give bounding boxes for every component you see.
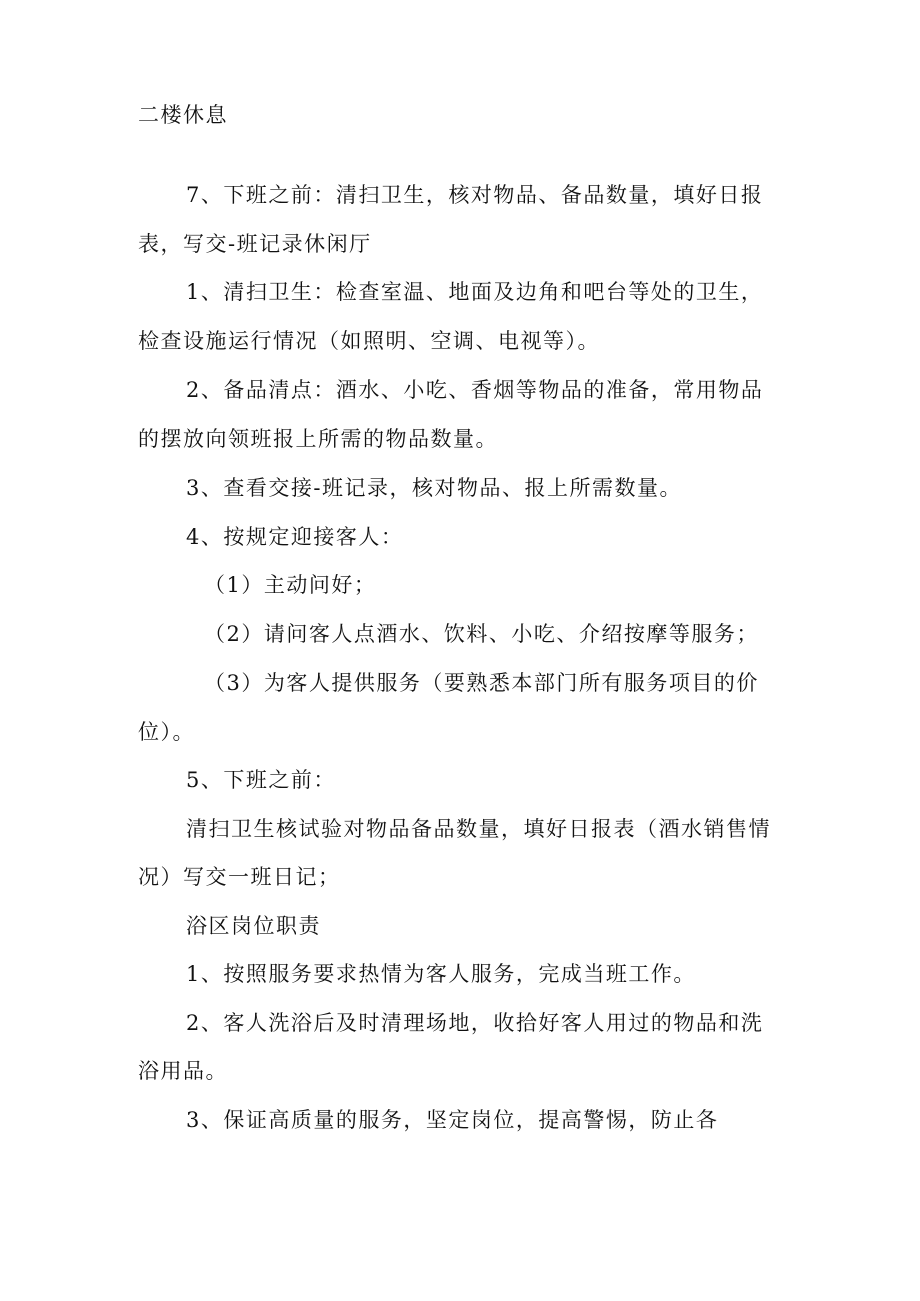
text-line: 7、下班之前：清扫卫生，核对物品、备品数量，填好日报 bbox=[186, 183, 764, 207]
text-line: 2、备品清点：酒水、小吃、香烟等物品的准备，常用物品 bbox=[186, 378, 764, 402]
text-line: 表，写交-班记录休闲厅 bbox=[138, 232, 372, 256]
text-line: 3、查看交接-班记录，核对物品、报上所需数量。 bbox=[186, 476, 682, 500]
text-line: 的摆放向领班报上所需的物品数量。 bbox=[138, 427, 498, 451]
text-line: 清扫卫生核试验对物品备品数量，填好日报表（酒水销售情 bbox=[186, 817, 771, 841]
text-line: （1）主动问好； bbox=[204, 573, 377, 597]
text-line: 位）。 bbox=[138, 720, 195, 744]
text-line: （2）请问客人点酒水、饮料、小吃、介绍按摩等服务； bbox=[204, 622, 759, 646]
text-line: 况）写交一班日记； bbox=[138, 865, 341, 889]
text-line: 检查设施运行情况（如照明、空调、电视等）。 bbox=[138, 329, 600, 353]
text-line: 5、下班之前： bbox=[186, 768, 336, 792]
text-line: 1、按照服务要求热情为客人服务，完成当班工作。 bbox=[186, 962, 696, 986]
text-line: 1、清扫卫生：检查室温、地面及边角和吧台等处的卫生， bbox=[186, 280, 764, 304]
text-line: 二楼休息 bbox=[138, 103, 228, 127]
text-line: 4、按规定迎接客人： bbox=[186, 525, 404, 549]
text-line: 2、客人洗浴后及时清理场地，收拾好客人用过的物品和洗 bbox=[186, 1011, 764, 1035]
text-line: （3）为客人提供服务（要熟悉本部门所有服务项目的价 bbox=[204, 671, 759, 695]
text-line: 浴用品。 bbox=[138, 1059, 228, 1083]
text-line: 3、保证高质量的服务，坚定岗位，提高警惕，防止各 bbox=[186, 1108, 719, 1132]
text-line: 浴区岗位职责 bbox=[186, 914, 321, 938]
